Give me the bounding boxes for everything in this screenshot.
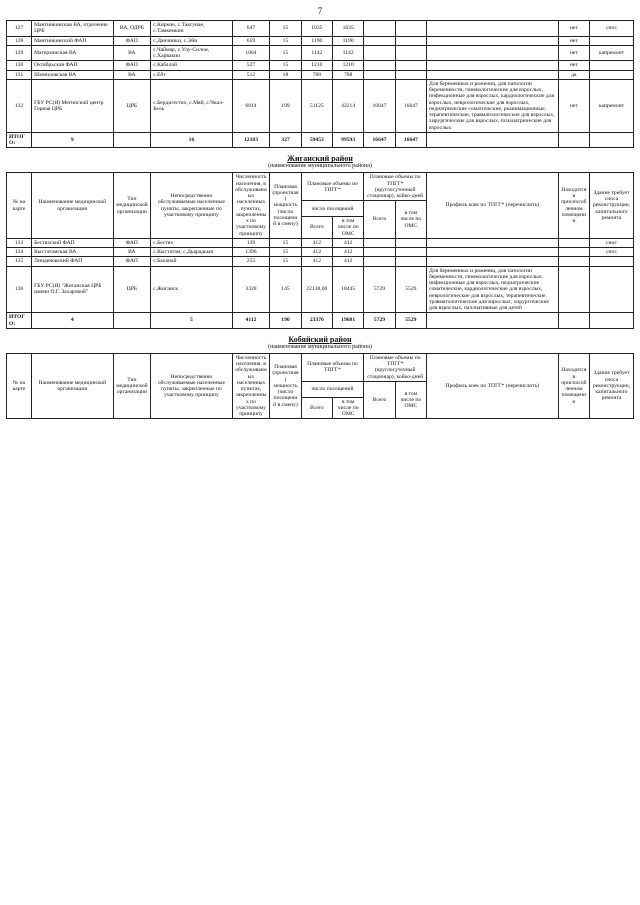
district-table-continued bbox=[6, 20, 634, 148]
cell-org-type: ФАП bbox=[113, 61, 151, 70]
col-header-visits: Плановые объемы по ТПГГ* bbox=[301, 173, 364, 201]
cell-empty bbox=[427, 313, 559, 329]
cell-total-count: 4 bbox=[32, 313, 114, 329]
cell-adapted bbox=[558, 238, 589, 247]
cell-empty bbox=[113, 132, 151, 148]
cell-org-name: Шомиловская ВА bbox=[32, 70, 114, 79]
cell-places: с.Ебт bbox=[151, 70, 233, 79]
col-header-beds-total: Всего bbox=[364, 381, 395, 419]
cell-empty bbox=[113, 313, 151, 329]
cell-capacity: 15 bbox=[270, 21, 301, 37]
cell-visits-total: 22138,00 bbox=[301, 266, 332, 313]
col-header-type: Тип медицинской организации bbox=[113, 173, 151, 239]
cell-demolish: снос bbox=[590, 238, 634, 247]
cell-no: 134 bbox=[7, 248, 32, 257]
cell-demolish: снос bbox=[590, 248, 634, 257]
cell-visits-total: 51125 bbox=[301, 79, 332, 132]
cell-places: с.Данчинки, с.Эйн bbox=[151, 36, 233, 45]
cell-places: с.Кыстатам, с.Дьарадьын bbox=[151, 248, 233, 257]
col-header-beds-oms: в том числе по ОМС bbox=[395, 381, 426, 419]
district-subtitle: (наименование муниципального района) bbox=[268, 343, 372, 350]
cell-no: 136 bbox=[7, 266, 32, 313]
cell-total-capacity: 190 bbox=[270, 313, 301, 329]
cell-demolish: капремонт bbox=[590, 79, 634, 132]
cell-beds-oms bbox=[395, 61, 426, 70]
cell-org-type: ФАП bbox=[113, 257, 151, 266]
col-header-demolish: Здание требует сноса реконструкции, капитального ремонта bbox=[590, 173, 634, 239]
cell-visits-total: 788 bbox=[301, 70, 332, 79]
col-header-visits-total: Всего bbox=[301, 397, 332, 419]
cell-no: 127 bbox=[7, 21, 32, 37]
cell-visits-oms: 1210 bbox=[332, 61, 363, 70]
cell-bed-profile bbox=[427, 257, 559, 266]
cell-visits-oms: 788 bbox=[332, 70, 363, 79]
cell-visits-oms: 18445 bbox=[332, 266, 363, 313]
col-header-no: № на карте bbox=[7, 353, 32, 419]
cell-org-type: ЦРБ bbox=[113, 79, 151, 132]
cell-total-population: 12103 bbox=[232, 132, 270, 148]
cell-capacity: 15 bbox=[270, 45, 301, 61]
cell-total-visits: 23376 bbox=[301, 313, 332, 329]
cell-demolish bbox=[590, 257, 634, 266]
table-row bbox=[7, 238, 634, 247]
cell-beds-total bbox=[364, 257, 395, 266]
cell-places: с.Кабалай bbox=[151, 61, 233, 70]
cell-places: с.Киркие, с.Таксунае, с.Тамкемкин bbox=[151, 21, 233, 37]
cell-population: 1396 bbox=[232, 248, 270, 257]
cell-total-visits: 59453 bbox=[301, 132, 332, 148]
col-header-profile: Профиль коек по ТПГГ* (перечислить) bbox=[427, 173, 559, 239]
cell-places: с.Чаймар, с.Улу-Силон, с.Харвакии bbox=[151, 45, 233, 61]
col-header-beds: Плановые объемы по ТПГГ* (круглосуточный стационар), койко-дней bbox=[364, 353, 427, 381]
cell-bed-profile bbox=[427, 36, 559, 45]
cell-visits-total: 412 bbox=[301, 257, 332, 266]
table-body bbox=[7, 21, 634, 148]
cell-places: с.Жиганск bbox=[151, 266, 233, 313]
col-header-places: Непосредственно обслуживаемые населенные пункты, закрепленные по участковому принципу bbox=[151, 353, 233, 419]
cell-empty bbox=[558, 132, 589, 148]
cell-org-name: Мантинкинская ВА, отделение ЦРБ bbox=[32, 21, 114, 37]
col-header-profile: Профиль коек по ТПГГ* (перечислить) bbox=[427, 353, 559, 419]
cell-population: 255 bbox=[232, 257, 270, 266]
cell-visits-oms: 1035 bbox=[332, 21, 363, 37]
col-header-name: Наименование медицинской организации bbox=[32, 353, 114, 419]
cell-total-beds: 16647 bbox=[364, 132, 395, 148]
col-header-name: Наименование медицинской организации bbox=[32, 173, 114, 239]
cell-population: 647 bbox=[232, 21, 270, 37]
cell-adapted bbox=[558, 248, 589, 257]
cell-total-count: 9 bbox=[32, 132, 114, 148]
cell-visits-oms: 412 bbox=[332, 238, 363, 247]
col-header-population: Численность населения, в обслуживаемых населенных пунктах, закрепленных по участковому принципу bbox=[232, 173, 270, 239]
district-table-zhigansk bbox=[6, 172, 634, 329]
cell-empty bbox=[427, 132, 559, 148]
cell-population: 659 bbox=[232, 36, 270, 45]
cell-beds-total bbox=[364, 238, 395, 247]
col-header-visits-oms: в том числе по ОМС bbox=[332, 217, 363, 239]
cell-total-population: 4112 bbox=[232, 313, 270, 329]
table-row bbox=[7, 36, 634, 45]
cell-empty bbox=[590, 132, 634, 148]
district-title: Жиганский район bbox=[287, 154, 353, 164]
cell-org-name: Линденовский ФАП bbox=[32, 257, 114, 266]
col-header-visits-total: Всего bbox=[301, 217, 332, 239]
cell-capacity: 15 bbox=[270, 257, 301, 266]
col-header-type: Тип медицинской организации bbox=[113, 353, 151, 419]
cell-beds-total bbox=[364, 45, 395, 61]
col-header-adapted: Находится в приспособленном помещении bbox=[558, 173, 589, 239]
cell-no: 128 bbox=[7, 36, 32, 45]
table-row bbox=[7, 79, 634, 132]
cell-demolish bbox=[590, 61, 634, 70]
cell-bed-profile bbox=[427, 248, 559, 257]
cell-visits-oms: 1142 bbox=[332, 45, 363, 61]
cell-beds-oms bbox=[395, 36, 426, 45]
cell-org-type: ВА, ОДРБ bbox=[113, 21, 151, 37]
cell-total-places: 16 bbox=[151, 132, 233, 148]
cell-org-name: Матерзинская ВА bbox=[32, 45, 114, 61]
cell-beds-oms bbox=[395, 70, 426, 79]
cell-visits-total: 1035 bbox=[301, 21, 332, 37]
cell-total-beds-oms: 16647 bbox=[395, 132, 426, 148]
cell-beds-total bbox=[364, 70, 395, 79]
col-header-beds-oms: в том числе по ОМС bbox=[395, 201, 426, 239]
table-row bbox=[7, 21, 634, 37]
cell-capacity: 15 bbox=[270, 248, 301, 257]
cell-capacity: 15 bbox=[270, 61, 301, 70]
cell-visits-oms: 412 bbox=[332, 257, 363, 266]
cell-capacity: 199 bbox=[270, 79, 301, 132]
cell-no: 135 bbox=[7, 257, 32, 266]
table-row bbox=[7, 70, 634, 79]
col-header-visits: Плановые объемы по ТПГГ* bbox=[301, 353, 364, 381]
cell-capacity: 145 bbox=[270, 266, 301, 313]
cell-org-name: Кыстатамская ВА bbox=[32, 248, 114, 257]
cell-total-label: ИТОГО: bbox=[7, 313, 32, 329]
cell-empty bbox=[590, 313, 634, 329]
cell-beds-oms bbox=[395, 238, 426, 247]
cell-no: 130 bbox=[7, 61, 32, 70]
cell-total-beds: 5729 bbox=[364, 313, 395, 329]
cell-population: 527 bbox=[232, 61, 270, 70]
cell-population: 3328 bbox=[232, 266, 270, 313]
cell-visits-total: 1190 bbox=[301, 36, 332, 45]
table-row bbox=[7, 266, 634, 313]
cell-bed-profile: Для беременных и рожениц, для патологии беременности, гинекологические для взрослых, инфекционные для взрослых, педиатрические соматические, кардиологические для взрослых, неврологические для взрослых, терапевтические, травматологические для взрослых, хирургические для взрослых, паллиативные для детей bbox=[427, 266, 559, 313]
cell-total-capacity: 327 bbox=[270, 132, 301, 148]
cell-visits-total: 1142 bbox=[301, 45, 332, 61]
col-header-population: Численность населения, в обслуживаемых населенных пунктах, закрепленных по участковому принципу bbox=[232, 353, 270, 419]
cell-total-places: 5 bbox=[151, 313, 233, 329]
cell-visits-oms: 42214 bbox=[332, 79, 363, 132]
cell-adapted: нет bbox=[558, 45, 589, 61]
cell-org-name: Октябрьская ФАП bbox=[32, 61, 114, 70]
col-header-visits-unit: число посещений bbox=[301, 381, 364, 397]
cell-capacity: 15 bbox=[270, 238, 301, 247]
table-row bbox=[7, 61, 634, 70]
cell-beds-total bbox=[364, 21, 395, 37]
cell-demolish bbox=[590, 36, 634, 45]
cell-adapted bbox=[558, 257, 589, 266]
table-header bbox=[7, 353, 634, 419]
cell-adapted: нет bbox=[558, 79, 589, 132]
cell-bed-profile bbox=[427, 61, 559, 70]
cell-population: 139 bbox=[232, 238, 270, 247]
cell-org-name: Бестяхский ФАП bbox=[32, 238, 114, 247]
cell-population: 512 bbox=[232, 70, 270, 79]
district-table-kobyay bbox=[6, 353, 634, 420]
total-row bbox=[7, 313, 634, 329]
cell-demolish: снос bbox=[590, 21, 634, 37]
cell-places: с.Бердигестях, с.Мяй, с.Чкал-Бель bbox=[151, 79, 233, 132]
table-row bbox=[7, 257, 634, 266]
cell-beds-total: 5729 bbox=[364, 266, 395, 313]
cell-total-label: ИТОГО: bbox=[7, 132, 32, 148]
cell-no: 129 bbox=[7, 45, 32, 61]
cell-beds-oms bbox=[395, 257, 426, 266]
cell-org-type: ФАП bbox=[113, 36, 151, 45]
col-header-capacity: Плановая (проектная) мощность (число посещений в смену) bbox=[270, 353, 301, 419]
cell-beds-total bbox=[364, 61, 395, 70]
table-row bbox=[7, 45, 634, 61]
col-header-capacity: Плановая (проектная) мощность (число посещений в смену) bbox=[270, 173, 301, 239]
cell-org-name: Мантинкинский ФАП bbox=[32, 36, 114, 45]
cell-adapted bbox=[558, 266, 589, 313]
cell-population: 6814 bbox=[232, 79, 270, 132]
cell-beds-total bbox=[364, 36, 395, 45]
cell-capacity: 18 bbox=[270, 70, 301, 79]
cell-total-visits-oms: 99593 bbox=[332, 132, 363, 148]
cell-beds-total bbox=[364, 248, 395, 257]
page-content bbox=[6, 20, 634, 419]
cell-no: 131 bbox=[7, 70, 32, 79]
col-header-beds-total: Всего bbox=[364, 201, 395, 239]
district-subtitle: (наименование муниципального района) bbox=[268, 163, 372, 170]
cell-bed-profile bbox=[427, 238, 559, 247]
cell-demolish bbox=[590, 70, 634, 79]
cell-adapted: нет bbox=[558, 36, 589, 45]
col-header-visits-unit: число посещений bbox=[301, 201, 364, 217]
cell-bed-profile: Для беременных и рожениц, для патологии беременности, гинекологические для взрослых, инфекционные для взрослых, кардиологические для взрослых, неврологические для взрослых, педиатрические соматические, реанимационные, терапевтические, травматологические для взрослых, хирургические для взрослых, психиатрические для взрослых bbox=[427, 79, 559, 132]
cell-total-visits-oms: 19681 bbox=[332, 313, 363, 329]
col-header-adapted: Находится в приспособленном помещении bbox=[558, 353, 589, 419]
cell-bed-profile bbox=[427, 70, 559, 79]
table-body bbox=[7, 238, 634, 328]
cell-population: 1064 bbox=[232, 45, 270, 61]
cell-org-type: ФАП bbox=[113, 238, 151, 247]
cell-capacity: 15 bbox=[270, 36, 301, 45]
cell-visits-total: 1210 bbox=[301, 61, 332, 70]
cell-no: 132 bbox=[7, 79, 32, 132]
cell-adapted: нет bbox=[558, 21, 589, 37]
cell-places: с.Бестях bbox=[151, 238, 233, 247]
page-number: 7 bbox=[317, 6, 323, 16]
cell-demolish bbox=[590, 266, 634, 313]
cell-no: 133 bbox=[7, 238, 32, 247]
cell-visits-total: 412 bbox=[301, 248, 332, 257]
cell-org-type: ВА bbox=[113, 248, 151, 257]
cell-org-name: ГБУ РС(Я) Мегинский центр Горная ЦРБ bbox=[32, 79, 114, 132]
cell-visits-total: 412 bbox=[301, 238, 332, 247]
col-header-visits-oms: в том числе по ОМС bbox=[332, 397, 363, 419]
cell-total-beds-oms: 5529 bbox=[395, 313, 426, 329]
cell-visits-oms: 1190 bbox=[332, 36, 363, 45]
table-header bbox=[7, 173, 634, 239]
cell-bed-profile bbox=[427, 45, 559, 61]
cell-beds-oms bbox=[395, 45, 426, 61]
col-header-beds: Плановые объемы по ТПГГ* (круглосуточный стационар), койко-дней bbox=[364, 173, 427, 201]
cell-org-type: ЦРБ bbox=[113, 266, 151, 313]
cell-beds-total: 16647 bbox=[364, 79, 395, 132]
cell-beds-oms bbox=[395, 248, 426, 257]
total-row bbox=[7, 132, 634, 148]
cell-places: с.Баханай bbox=[151, 257, 233, 266]
cell-bed-profile bbox=[427, 21, 559, 37]
table-row bbox=[7, 248, 634, 257]
cell-beds-oms: 16647 bbox=[395, 79, 426, 132]
district-title: Кобяйский район bbox=[288, 334, 352, 344]
col-header-places: Непосредственно обслуживаемые населенные пункты, закрепленные по участковому принципу bbox=[151, 173, 233, 239]
col-header-demolish: Здание требует сноса реконструкции, капитального ремонта bbox=[590, 353, 634, 419]
cell-beds-oms bbox=[395, 21, 426, 37]
cell-visits-oms: 412 bbox=[332, 248, 363, 257]
cell-empty bbox=[558, 313, 589, 329]
cell-org-name: ГБУ РС(Я) "Жиганская ЦРБ имени О.Г. Захаровой" bbox=[32, 266, 114, 313]
cell-org-type: ВА bbox=[113, 70, 151, 79]
cell-adapted: нет bbox=[558, 61, 589, 70]
cell-demolish: капремонт bbox=[590, 45, 634, 61]
cell-adapted: да bbox=[558, 70, 589, 79]
col-header-no: № на карте bbox=[7, 173, 32, 239]
cell-org-type: ВА bbox=[113, 45, 151, 61]
cell-beds-oms: 5529 bbox=[395, 266, 426, 313]
